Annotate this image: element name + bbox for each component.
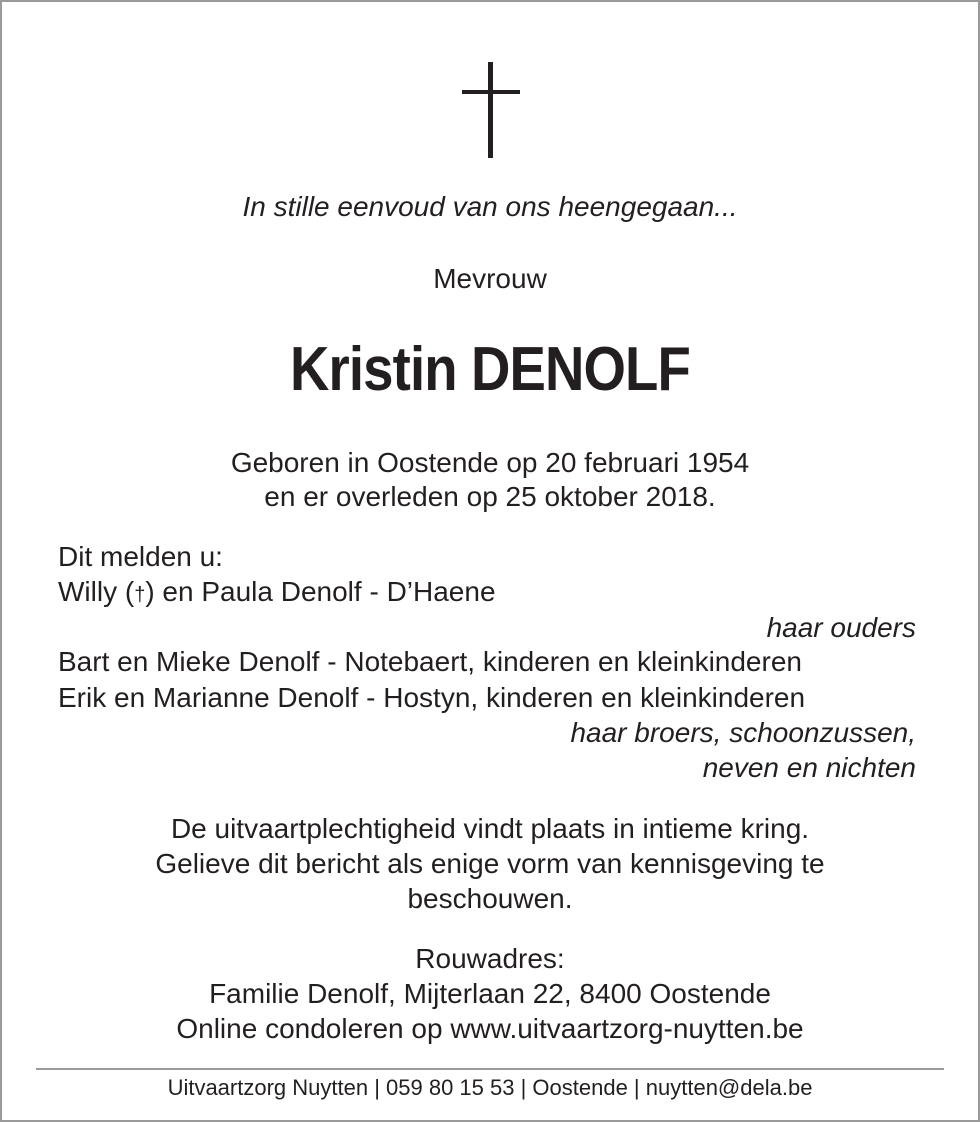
parents-prefix: Willy ( xyxy=(58,576,135,607)
sibling-line-1: Bart en Mieke Denolf - Notebaert, kinderen en kleinkinderen xyxy=(58,646,802,677)
death-line: en er overleden op 25 oktober 2018. xyxy=(264,481,716,512)
address-label: Rouwadres: xyxy=(415,943,565,974)
parents-suffix: ) en Paula Denolf - D’Haene xyxy=(145,576,496,607)
intro-text: In stille eenvoud van ons heengegaan... xyxy=(242,191,738,222)
parents-role: haar ouders xyxy=(766,612,916,643)
birth-line: Geboren in Oostende op 20 februari 1954 xyxy=(230,447,750,478)
address-line: Familie Denolf, Mijterlaan 22, 8400 Oostende xyxy=(209,978,771,1009)
cross-vertical-bar xyxy=(488,62,493,158)
ceremony-line-3: beschouwen. xyxy=(407,883,573,914)
cross-horizontal-bar xyxy=(462,90,520,94)
siblings-role-2: neven en nichten xyxy=(702,752,916,783)
footer-contact: Uitvaartzorg Nuytten | 059 80 15 53 | Oostende | nuytten@dela.be xyxy=(167,1075,813,1100)
ceremony-line-2: Gelieve dit bericht als enige vorm van kennisgeving te xyxy=(155,848,825,879)
parents-line xyxy=(58,575,496,612)
footer-divider xyxy=(36,1068,944,1070)
ceremony-line-1: De uitvaartplechtigheid vindt plaats in intieme kring. xyxy=(170,813,810,844)
siblings-role-1: haar broers, schoonzussen, xyxy=(570,717,916,748)
cross-icon xyxy=(462,62,520,158)
salutation: Mevrouw xyxy=(433,263,547,294)
deceased-name: Kristin DENOLF xyxy=(290,335,690,404)
condolence-line: Online condoleren op www.uitvaartzorg-nuytten.be xyxy=(176,1013,804,1044)
announcers-intro: Dit melden u: xyxy=(58,541,223,572)
sibling-line-2: Erik en Marianne Denolf - Hostyn, kinderen en kleinkinderen xyxy=(58,682,806,713)
dagger-icon: † xyxy=(134,584,146,606)
